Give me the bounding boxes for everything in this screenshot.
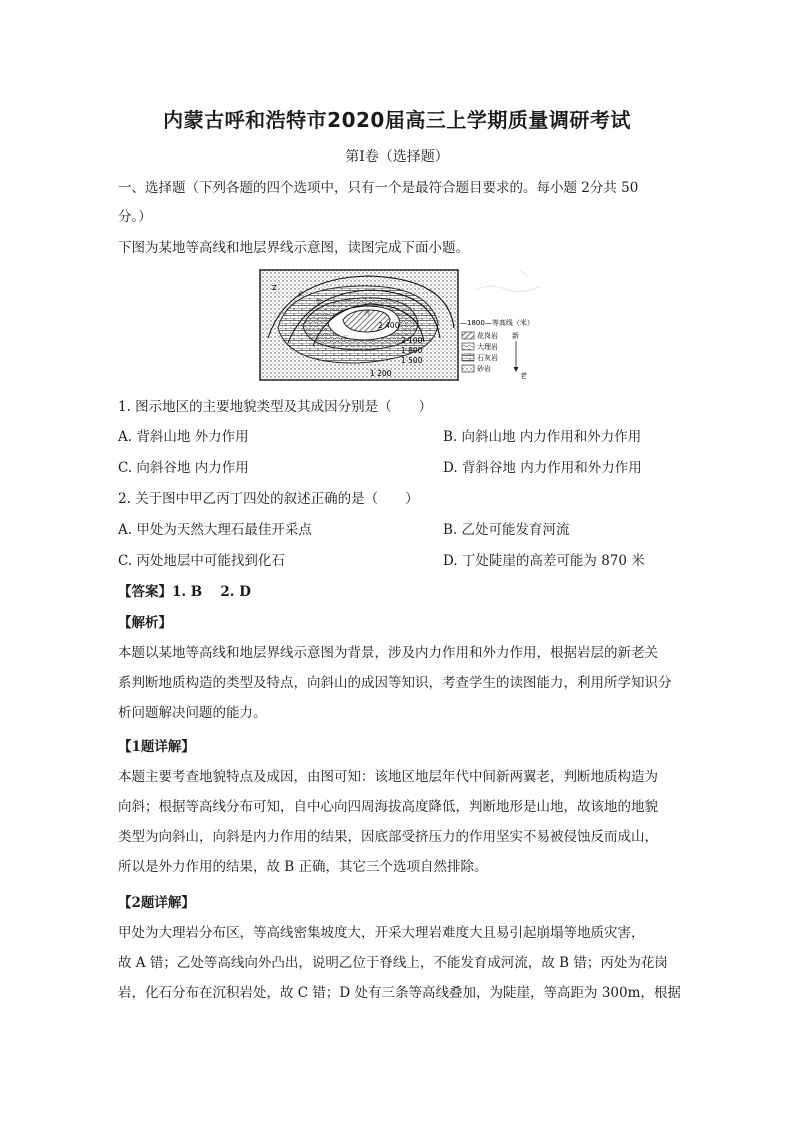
page-title: 内蒙古呼和浩特市2020届高三上学期质量调研考试	[163, 108, 631, 132]
analysis-line: 析问题解决问题的能力。	[118, 705, 267, 721]
contour-2100: 2 100	[401, 336, 423, 345]
q1-option-b: B. 向斜山地 内力作用和外力作用	[443, 429, 642, 445]
analysis-paragraph	[118, 638, 684, 728]
legend-sandstone: 砂岩	[477, 365, 491, 373]
q2-option-c: C. 丙处地层中可能找到化石	[118, 553, 285, 569]
detail1-line: 类型为向斜山，向斜是内力作用的结果，因底部受挤压力的作用坚实不易被侵蚀反而成山，	[118, 829, 658, 845]
legend-limestone: 石灰岩	[477, 354, 498, 362]
analysis-line: 本题以某地等高线和地层界线示意图为背景，涉及内力作用和外力作用，根据岩层的新老关	[118, 645, 658, 661]
legend-swatch-sandstone	[462, 365, 474, 372]
q1-option-d: D. 背斜谷地 内力作用和外力作用	[443, 460, 642, 476]
detail2-line: 故 A 错；乙处等高线向外凸出，说明乙位于脊线上，不能发育成河流，故 B 错；丙处为花岗	[118, 955, 668, 971]
section-intro-line-1: 一、选择题（下列各题的四个选项中，只有一个是最符合题目要求的。每小题 2分共 50	[118, 180, 639, 196]
age-arrow-head	[514, 367, 519, 372]
label-z: Z	[272, 284, 277, 292]
section-subtitle: 第Ⅰ卷（选择题）	[345, 149, 449, 165]
section-intro-line-2: 分。）	[118, 209, 152, 225]
contour-2400: 2 400	[378, 321, 400, 330]
q1-option-a: A. 背斜山地 外力作用	[118, 429, 249, 445]
label-yi: 乙	[298, 291, 305, 298]
label-jia: 甲	[316, 299, 323, 306]
detail2-line: 甲处为大理岩分布区，等高线密集坡度大，开采大理岩难度大且易引起崩塌等地质灾害，	[118, 925, 645, 941]
detail1-line: 所以是外力作用的结果，故 B 正确，其它三个选项自然排除。	[118, 859, 488, 875]
q2-option-a: A. 甲处为天然大理石最佳开采点	[118, 522, 312, 538]
contour-legend: —1800—等高线（米）	[460, 319, 534, 327]
q2-option-b: B. 乙处可能发育河流	[443, 522, 570, 538]
q2-stem: 2. 关于图中甲乙丙丁四处的叙述正确的是（ ）	[118, 491, 419, 507]
legend-marble: 大理岩	[477, 343, 498, 351]
detail1-heading: 【1题详解】	[118, 739, 195, 755]
analysis-line: 系判断地质构造的类型及特点，向斜山的成因等知识，考查学生的读图能力，利用所学知识分	[118, 675, 672, 691]
label-ding: 丁	[342, 335, 349, 342]
contour-1800: 1 800	[401, 346, 423, 355]
q2-option-d: D. 丁处陡崖的高差可能为 870 米	[443, 553, 645, 569]
age-old-label: 老	[520, 372, 527, 380]
detail2-line: 岩，化石分布在沉积岩处，故 C 错；D 处有三条等高线叠加，为陡崖，等高距为 300m，根据	[118, 985, 681, 1001]
contour-1200: 1 200	[370, 369, 392, 378]
legend-swatch-granite	[462, 332, 474, 339]
detail1-line: 本题主要考查地貌特点及成因，由图可知：该地区地层年代中间新两翼老，判断地质构造为	[118, 769, 658, 785]
figure-intro: 下图为某地等高线和地层界线示意图，读图完成下面小题。	[118, 240, 469, 256]
legend-swatch-limestone	[462, 354, 474, 361]
legend-granite: 花岗岩	[477, 332, 498, 340]
detail1-paragraph	[118, 762, 684, 882]
legend-swatch-marble	[462, 343, 474, 350]
q1-stem: 1. 图示地区的主要地貌类型及其成因分别是（ ）	[118, 399, 433, 415]
answer-line: 【答案】1. B 2. D	[118, 584, 251, 600]
analysis-heading: 【解析】	[118, 615, 172, 631]
label-bing: 丙	[364, 310, 371, 317]
contour-strata-figure	[258, 268, 548, 384]
detail2-paragraph	[118, 918, 684, 1008]
age-new-label: 新	[512, 332, 519, 340]
detail1-line: 向斜；根据等高线分布可知，自中心向四周海拔高度降低，判断地形是山地，故该地的地貌	[118, 799, 658, 815]
detail2-heading: 【2题详解】	[118, 895, 195, 911]
contour-1500: 1 500	[401, 356, 423, 365]
q1-option-c: C. 向斜谷地 内力作用	[118, 460, 249, 476]
